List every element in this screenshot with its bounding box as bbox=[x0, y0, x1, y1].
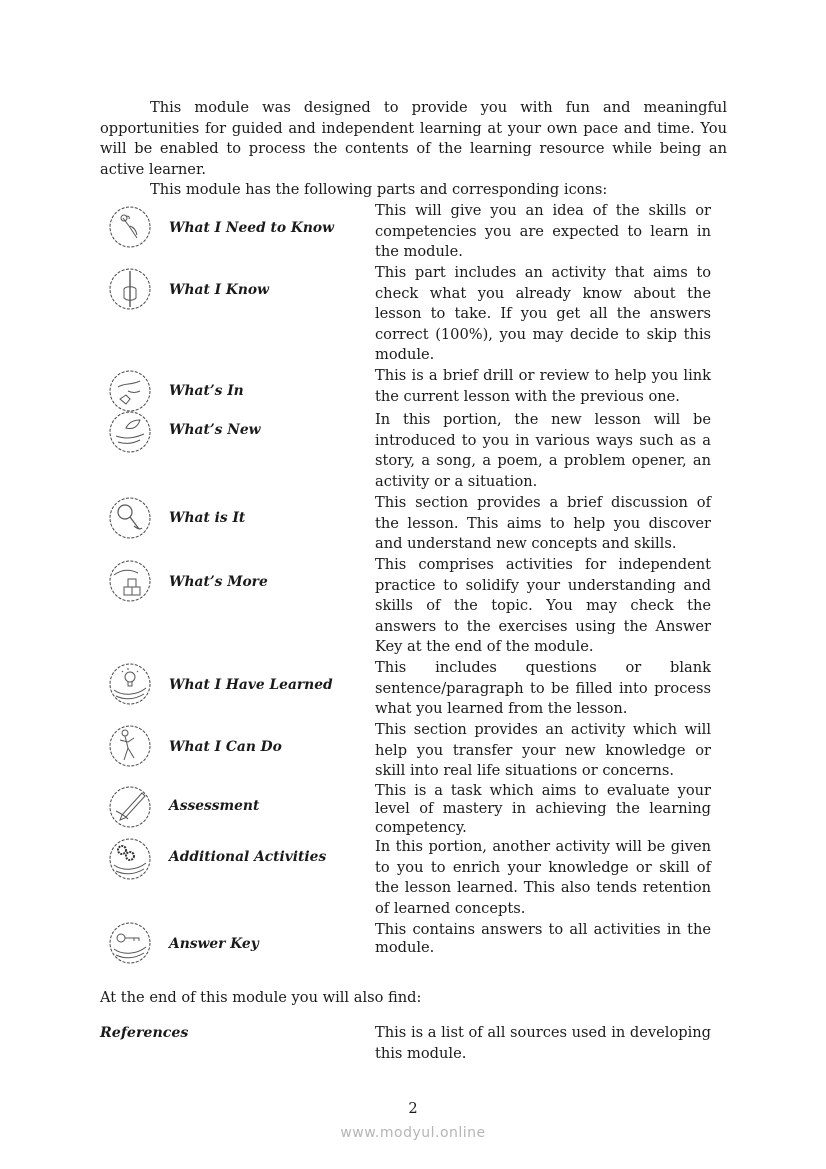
references-label: References bbox=[100, 1025, 189, 1042]
part-label: Additional Activities bbox=[169, 848, 327, 865]
part-description: This includes questions or blank sentence/paragraph to be filled into process what you learned from the lesson. bbox=[375, 658, 711, 718]
watermark: www.modyul.online bbox=[340, 1125, 486, 1141]
part-label: What I Can Do bbox=[169, 738, 282, 755]
module-parts-list bbox=[100, 201, 727, 969]
running-figure-icon bbox=[108, 724, 152, 768]
part-description: This section provides a brief discussion of the lesson. This aims to help you discover and understand new concepts and skills. bbox=[375, 493, 711, 553]
part-row bbox=[100, 366, 727, 410]
part-row bbox=[100, 782, 727, 837]
part-label: What I Have Learned bbox=[169, 676, 333, 693]
part-label: Answer Key bbox=[169, 935, 259, 952]
part-row bbox=[100, 720, 727, 782]
lightbulb-in-hand-icon bbox=[108, 662, 152, 706]
hand-stacking-blocks-icon bbox=[108, 559, 152, 603]
references-row bbox=[100, 1023, 727, 1064]
part-description: This is a task which aims to evaluate your level of mastery in achieving the learning competency. bbox=[375, 781, 711, 836]
part-description: This section provides an activity which will help you transfer your new knowledge or skill into real life situations or concerns. bbox=[375, 720, 711, 780]
magnifying-glass-icon bbox=[108, 496, 152, 540]
part-label: What’s New bbox=[169, 421, 261, 438]
part-row bbox=[100, 921, 727, 969]
hand-writing-icon bbox=[108, 785, 152, 829]
part-label: What’s In bbox=[169, 382, 244, 399]
part-description: In this portion, the new lesson will be introduced to you in various ways such as a story, a song, a poem, a problem opener, an activity or a situation. bbox=[375, 410, 711, 490]
part-description: In this portion, another activity will be given to you to enrich your knowledge or skill of the lesson learned. This also tends retention of learned concepts. bbox=[375, 837, 711, 917]
gears-in-hand-icon bbox=[108, 837, 152, 881]
part-description: This is a brief drill or review to help you link the current lesson with the previous one. bbox=[375, 366, 711, 405]
part-label: What’s More bbox=[169, 573, 268, 590]
part-row bbox=[100, 201, 727, 263]
key-in-hand-icon bbox=[108, 921, 152, 965]
part-row bbox=[100, 410, 727, 493]
hand-with-cup-icon bbox=[108, 369, 152, 413]
hand-with-leaf-icon bbox=[108, 410, 152, 454]
part-label: What I Need to Know bbox=[169, 219, 334, 236]
end-note: At the end of this module you will also find: bbox=[100, 988, 422, 1006]
part-row bbox=[100, 263, 727, 366]
page-number: 2 bbox=[408, 1100, 418, 1117]
document-page bbox=[100, 98, 727, 1064]
part-description: This contains answers to all activities in the module. bbox=[375, 920, 711, 957]
part-description: This will give you an idea of the skills or competencies you are expected to learn in the module. bbox=[375, 201, 711, 261]
references-description: This is a list of all sources used in developing this module. bbox=[375, 1024, 711, 1062]
hand-holding-pencil-icon bbox=[108, 267, 152, 311]
part-row bbox=[100, 837, 727, 921]
part-label: What I Know bbox=[169, 281, 270, 298]
intro-parts-heading: This module has the following parts and corresponding icons: bbox=[150, 181, 608, 199]
pointing-hand-icon bbox=[108, 205, 152, 249]
part-row bbox=[100, 555, 727, 658]
part-description: This part includes an activity that aims to check what you already know about the lesson to take. If you get all the answers correct (100%), you may decide to skip this module. bbox=[375, 263, 711, 364]
part-label: Assessment bbox=[169, 797, 260, 814]
part-row bbox=[100, 493, 727, 555]
part-row bbox=[100, 658, 727, 720]
part-description: This comprises activities for independent practice to solidify your understanding and skills of the topic. You may check the answers to the exercises using the Answer Key at the end of the module. bbox=[375, 555, 711, 656]
intro-paragraph: This module was designed to provide you with fun and meaningful opportunities for guided and independent learning at your own pace and time. You will be enabled to process the contents of the learning resource while being an active learner. bbox=[100, 99, 727, 178]
part-label: What is It bbox=[169, 509, 246, 526]
